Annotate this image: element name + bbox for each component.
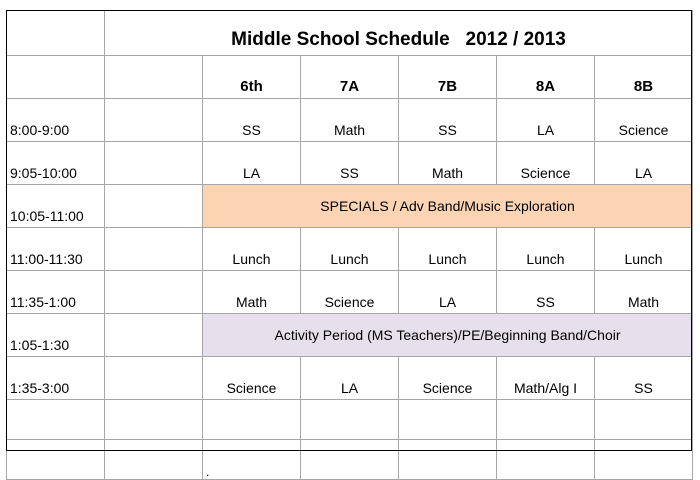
- class-cell: LA: [203, 142, 301, 185]
- class-cell: Math: [399, 142, 497, 185]
- class-cell: LA: [497, 99, 595, 142]
- specials-band: SPECIALS / Adv Band/Music Exploration: [203, 185, 693, 228]
- class-cell: SS: [399, 99, 497, 142]
- class-cell: Science: [497, 142, 595, 185]
- time-slot: 9:05-10:00: [7, 142, 105, 185]
- class-cell: SS: [497, 271, 595, 314]
- class-cell: SS: [203, 99, 301, 142]
- column-header: 6th: [203, 56, 301, 99]
- column-header: 7B: [399, 56, 497, 99]
- class-cell: LA: [399, 271, 497, 314]
- activity-band: Activity Period (MS Teachers)/PE/Beginning Band/Choir: [203, 314, 693, 357]
- time-slot: 11:00-11:30: [7, 228, 105, 271]
- time-slot: 1:05-1:30: [7, 314, 105, 357]
- class-cell: Science: [301, 271, 399, 314]
- footer-mark: .: [203, 440, 301, 480]
- outer-border: [6, 10, 692, 451]
- class-cell: Science: [203, 357, 301, 400]
- class-cell: Math: [595, 271, 693, 314]
- column-header: 8B: [595, 56, 693, 99]
- class-cell: Science: [399, 357, 497, 400]
- time-slot: 1:35-3:00: [7, 357, 105, 400]
- class-cell: Lunch: [301, 228, 399, 271]
- class-cell: LA: [595, 142, 693, 185]
- class-cell: LA: [301, 357, 399, 400]
- class-cell: SS: [595, 357, 693, 400]
- column-header: 8A: [497, 56, 595, 99]
- class-cell: Math/Alg I: [497, 357, 595, 400]
- class-cell: Lunch: [203, 228, 301, 271]
- class-cell: Lunch: [399, 228, 497, 271]
- class-cell: SS: [301, 142, 399, 185]
- class-cell: Lunch: [497, 228, 595, 271]
- time-slot: 11:35-1:00: [7, 271, 105, 314]
- time-slot: 8:00-9:00: [7, 99, 105, 142]
- class-cell: Science: [595, 99, 693, 142]
- class-cell: Lunch: [595, 228, 693, 271]
- time-slot: 10:05-11:00: [7, 185, 105, 228]
- page-title: Middle School Schedule 2012 / 2013: [105, 11, 693, 56]
- class-cell: Math: [301, 99, 399, 142]
- class-cell: Math: [203, 271, 301, 314]
- column-header: 7A: [301, 56, 399, 99]
